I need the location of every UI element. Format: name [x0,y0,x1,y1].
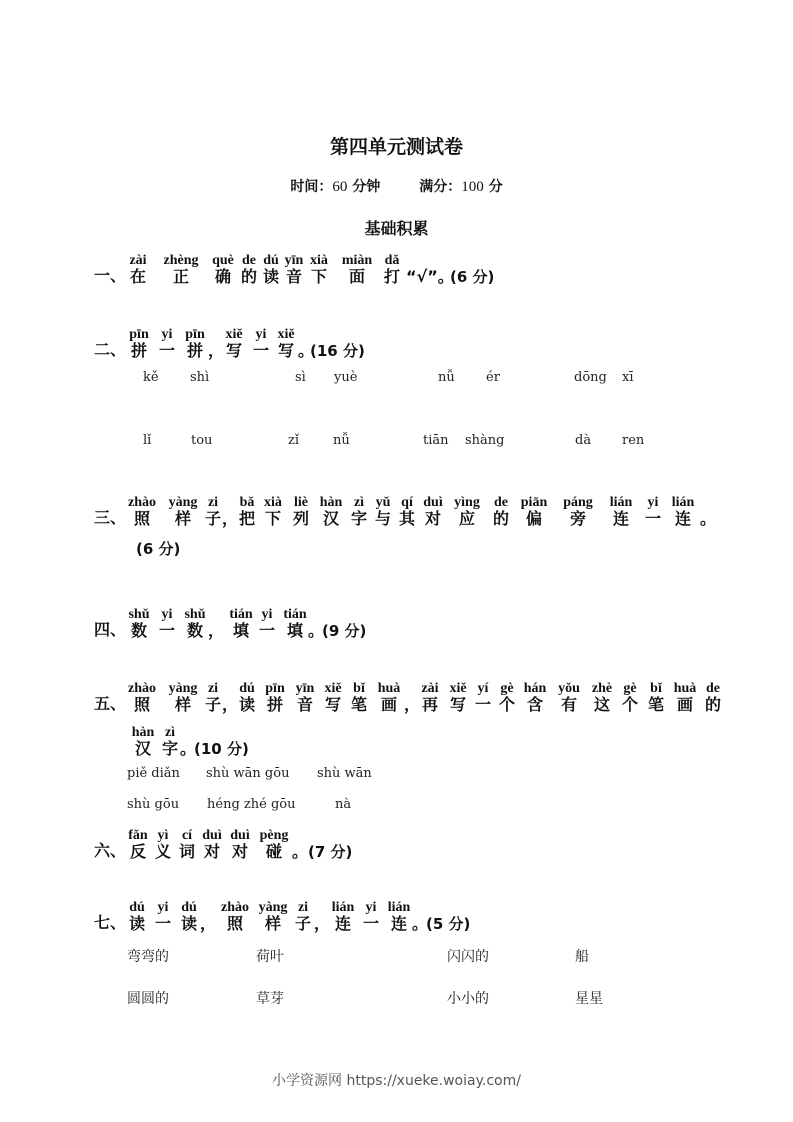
ruby-char: gè 个 [498,681,515,714]
ruby-char: duì 对 [202,828,222,861]
word-item: 小小的 [447,991,489,1007]
ruby-char: huà 画 [673,681,697,714]
time-value: 60 [332,179,348,195]
word-item: 星星 [575,991,603,1007]
exam-info [0,176,793,196]
ruby-char: yìng 应 [454,495,480,528]
question-number: 四、 [94,620,127,639]
question-score: (5 分) [426,915,471,933]
ruby-char: gè 个 [621,681,638,714]
stroke-item: piě diǎn [127,766,180,781]
ruby-char: hàn 汉 [131,725,155,758]
stroke-item: shù wān gōu [206,766,290,781]
ruby-char: ， [404,695,421,714]
ruby-char: yí 一 [474,681,491,714]
ruby-char: zhào 照 [221,900,249,933]
ruby-char: zhèng 正 [163,253,199,286]
pinyin-item: zǐ [288,433,300,448]
ruby-char: zi 子 [294,900,311,933]
ruby-char: yì 义 [154,828,171,861]
question-tail: 。 [180,739,197,758]
ruby-char: yi 一 [362,900,379,933]
word-item: 荷叶 [256,949,284,965]
ruby-char: pīn 拼 [265,681,285,714]
ruby-char: pīn 拼 [129,327,149,360]
ruby-char: lián 连 [609,495,633,528]
question-number: 一、 [94,266,127,285]
ruby-char: yi 一 [252,327,269,360]
ruby-char: fǎn 反 [128,828,148,861]
footer-watermark: 小学资源网 https://xueke.woiay.com/ [272,1073,521,1089]
time-unit: 分钟 [352,179,381,195]
question-tail: 。 [308,621,325,640]
ruby-char: de 的 [240,253,257,286]
pinyin-item: nǚ [438,370,455,385]
ruby-char: pèng 碰 [259,828,289,861]
ruby-char: xiě 写 [324,681,342,714]
question-tail: 。 [412,914,429,933]
ruby-char: de 的 [492,495,509,528]
ruby-char: lián 连 [331,900,355,933]
pinyin-item: tiān [423,433,449,448]
question-score: (6 分) [450,268,495,286]
ruby-char: ， [314,914,331,933]
question-number: 六、 [94,841,127,860]
ruby-char: hán 含 [523,681,547,714]
score-value: 100 [461,179,484,195]
pinyin-item: tou [191,433,213,448]
question-tail: 。 [292,842,309,861]
question-4 [94,596,694,640]
time-label: 时间： [290,179,333,195]
word-item: 船 [575,949,589,965]
ruby-char: dú 读 [238,681,255,714]
question-2 [94,316,694,360]
ruby-char: yīn 音 [284,253,304,286]
word-item: 草芽 [256,991,284,1007]
ruby-char: tián 填 [283,607,307,640]
ruby-char: bǐ 笔 [647,681,664,714]
ruby-char: xiě 写 [277,327,295,360]
ruby-char: zhào 照 [128,681,156,714]
question-score: (7 分) [308,843,353,861]
ruby-char: zi 子 [204,681,221,714]
ruby-char: liè 列 [292,495,309,528]
ruby-char: páng 旁 [563,495,593,528]
pinyin-item: ér [486,370,500,385]
ruby-char: duì 对 [423,495,443,528]
ruby-char: zì 字 [350,495,367,528]
ruby-char: xià 下 [264,495,282,528]
score-label: 满分： [419,179,462,195]
stroke-item: nà [335,797,352,812]
ruby-char: zhè 这 [591,681,613,714]
ruby-char: lián 连 [387,900,411,933]
ruby-char: lián 连 [671,495,695,528]
ruby-char: ， [208,621,225,640]
ruby-char: shǔ 数 [128,607,150,640]
question-7 [94,889,694,933]
ruby-char: yǒu 有 [558,681,580,714]
ruby-char: zì 字 [161,725,178,758]
ruby-char: bǎ 把 [238,495,255,528]
ruby-char: yi 一 [644,495,661,528]
ruby-char: shǔ 数 [184,607,206,640]
ruby-char: huà 画 [377,681,401,714]
pinyin-item: nǚ [333,433,350,448]
ruby-char: zài 再 [421,681,439,714]
pinyin-item: lǐ [143,433,152,448]
ruby-char: piān 偏 [520,495,548,528]
ruby-char: qí 其 [398,495,415,528]
pinyin-item: dōng [574,370,607,385]
question-6 [94,817,694,861]
ruby-char: yi 一 [158,607,175,640]
ruby-char: de 的 [704,681,721,714]
question-1 [94,242,694,286]
question-5-line-2 [128,714,328,758]
word-item: 圆圆的 [127,991,169,1007]
ruby-char: tián 填 [229,607,253,640]
ruby-char: cí 词 [178,828,195,861]
ruby-char: ， [208,341,225,360]
pinyin-item: xī [622,370,634,385]
stroke-item: shù gōu [127,797,180,812]
pinyin-item: shàng [465,433,505,448]
word-item: 闪闪的 [447,949,489,965]
ruby-char: yàng 样 [168,681,198,714]
score-unit: 分 [488,179,503,195]
pinyin-item: ren [622,433,645,448]
question-number: 七、 [94,913,127,932]
ruby-char: xiě 写 [225,327,243,360]
question-number: 三、 [94,508,127,527]
ruby-char: bǐ 笔 [350,681,367,714]
ruby-char: yàng 样 [168,495,198,528]
question-score: (16 分) [310,342,365,360]
pinyin-item: kě [143,370,159,385]
question-tail: “√”。 [406,267,454,286]
page-title: 第四单元测试卷 [329,136,463,158]
ruby-char: hàn 汉 [319,495,343,528]
ruby-char: ， [222,509,239,528]
question-tail: 。 [700,509,717,528]
ruby-char: zài 在 [129,253,147,286]
ruby-char: ， [200,914,217,933]
question-number: 二、 [94,340,127,359]
ruby-char: yi 一 [258,607,275,640]
ruby-char: ， [222,695,239,714]
question-number: 五、 [94,694,127,713]
ruby-char: xià 下 [310,253,328,286]
section-title: 基础积累 [364,219,429,238]
stroke-item: shù wān [317,766,372,781]
pinyin-item: yuè [334,370,358,385]
ruby-char: dǎ 打 [383,253,400,286]
ruby-char: yi 一 [154,900,171,933]
ruby-char: yàng 样 [258,900,288,933]
ruby-char: dú 读 [128,900,145,933]
ruby-char: dú 读 [180,900,197,933]
word-item: 弯弯的 [127,949,169,965]
ruby-char: duì 对 [230,828,250,861]
ruby-char: zhào 照 [128,495,156,528]
question-5 [94,670,774,714]
ruby-char: què 确 [212,253,234,286]
ruby-char: yīn 音 [295,681,315,714]
ruby-char: zi 子 [204,495,221,528]
pinyin-item: shì [190,370,210,385]
ruby-char: pīn 拼 [185,327,205,360]
ruby-char: dú 读 [262,253,279,286]
question-score: (9 分) [322,622,367,640]
ruby-char: yǔ 与 [374,495,391,528]
question-score: (6 分) [136,540,181,558]
ruby-char: miàn 面 [341,253,373,286]
pinyin-item: sì [295,370,306,385]
pinyin-item: dà [575,433,592,448]
ruby-char: yi 一 [158,327,175,360]
ruby-char: xiě 写 [449,681,467,714]
question-score: (10 分) [194,740,249,758]
question-tail: 。 [298,341,315,360]
question-3 [94,484,774,528]
stroke-item: héng zhé gōu [207,797,296,812]
